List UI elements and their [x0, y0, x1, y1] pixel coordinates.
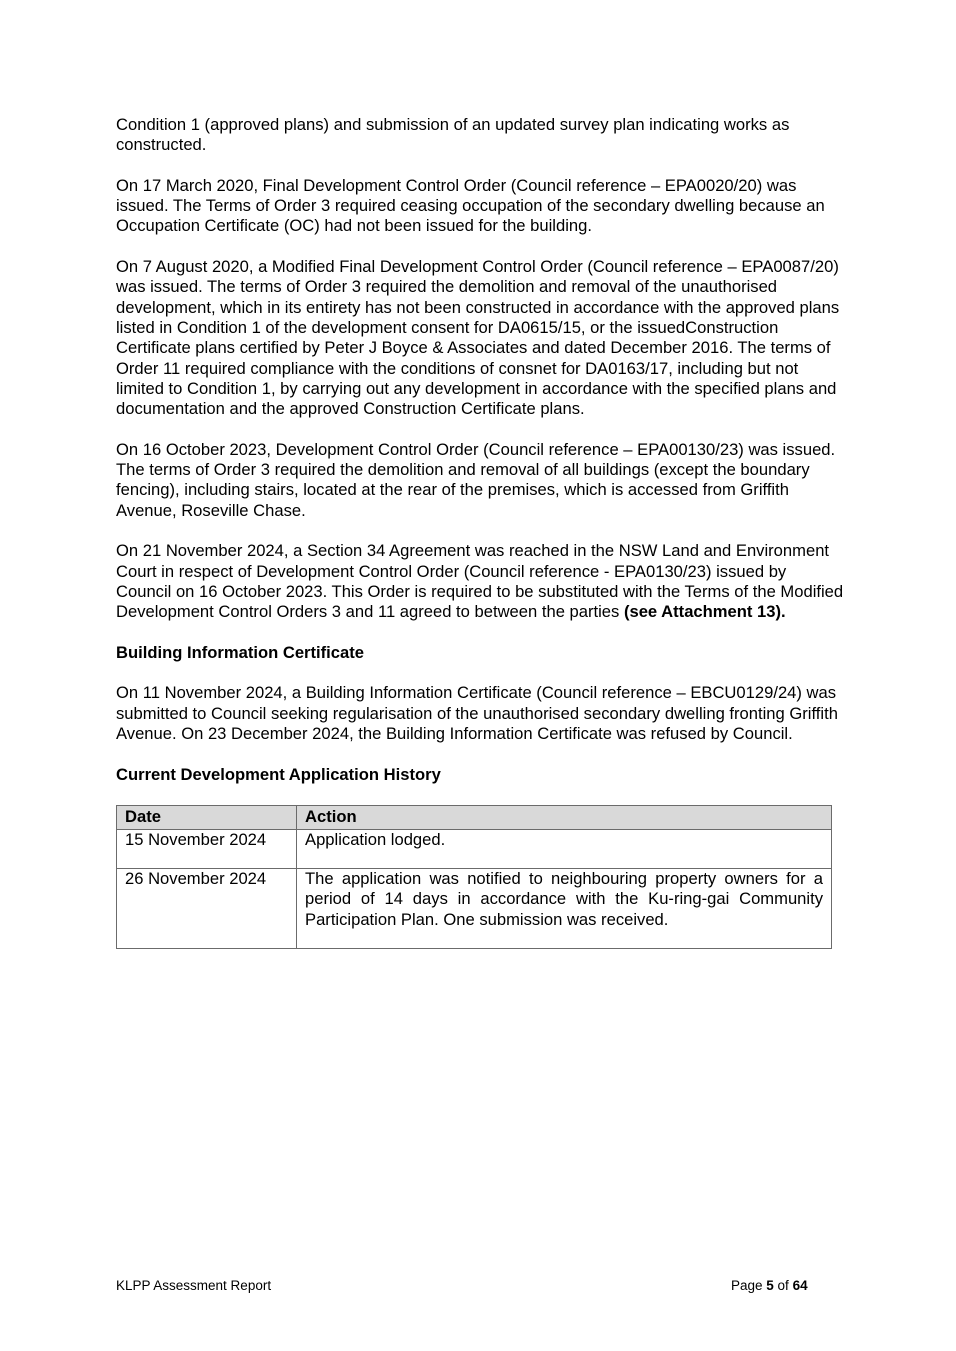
- footer-page-number: [731, 1278, 808, 1294]
- table-cell-date: 15 November 2024: [117, 830, 297, 869]
- table-cell-date: 26 November 2024: [117, 869, 297, 949]
- document-body: [116, 115, 846, 949]
- paragraph-october-2023-order: On 16 October 2023, Development Control Order (Council reference – EPA00130/23) was issued. The terms of Order 3 required the demolition and removal of all buildings (except the boundary fencing), including stairs, located at the rear of the premises, which is accessed from Griffith Avenue, Roseville Chase.: [116, 439, 836, 520]
- section-34-text: On 21 November 2024, a Section 34 Agreement was reached in the NSW Land and Environment Court in respect of Development Control Order (Council reference - EPA0130/23) issued by Council on 16 October 2023. This Order is required to be substituted with the Terms of the Modified Development Control Orders 3 and 11 agreed to between the parties: [116, 541, 844, 622]
- footer-report-title: KLPP Assessment Report: [116, 1278, 272, 1293]
- paragraph-condition-1: Condition 1 (approved plans) and submission of an updated survey plan indicating works as constructed.: [116, 115, 790, 155]
- attachment-reference: (see Attachment 13).: [623, 602, 786, 622]
- paragraph-building-information-certificate: On 11 November 2024, a Building Information Certificate (Council reference – EBCU0129/24) was submitted to Council seeking regularisation of the unauthorised secondary dwelling fronting Griffith Avenue. On 23 December 2024, the Building Information Certificate was refused by Council.: [116, 683, 838, 743]
- current-page: 5: [766, 1278, 774, 1293]
- column-header-date: Date: [117, 806, 297, 830]
- table-row: [117, 869, 832, 949]
- column-header-action: Action: [297, 806, 832, 830]
- paragraph-march-2020-order: On 17 March 2020, Final Development Control Order (Council reference – EPA0020/20) was issued. The Terms of Order 3 required ceasing occupation of the secondary dwelling because an Occupation Certificate (OC) had not been issued for the building.: [116, 175, 825, 236]
- total-pages: 64: [792, 1278, 808, 1293]
- table-header-row: [117, 806, 832, 830]
- page-prefix: Page: [731, 1278, 767, 1293]
- table-cell-action: Application lodged.: [297, 830, 832, 869]
- table-cell-action: The application was notified to neighbouring property owners for a period of 14 days in accordance with the Ku-ring-gai Community Participation Plan. One submission was received.: [297, 869, 832, 949]
- application-history-table: [116, 805, 832, 949]
- table-row: [117, 830, 832, 869]
- heading-application-history: Current Development Application History: [116, 764, 441, 784]
- paragraph-august-2020-order: On 7 August 2020, a Modified Final Development Control Order (Council reference – EPA0087/20) was issued. The terms of Order 3 required the demolition and removal of the unauthorised development, which in its entirety has not been constructed in accordance with the approved plans listed in Condition 1 of the development consent for DA0615/15, or the issuedConstruction Certificate plans certified by Peter J Boyce & Associates and dated December 2016. The terms of Order 11 required compliance with the conditions of consnet for DA0163/17, including but not limited to Condition 1, by carrying out any development in accordance with the specified plans and documentation and the approved Construction Certificate plans.: [116, 257, 840, 419]
- heading-building-information-certificate: Building Information Certificate: [116, 642, 364, 662]
- paragraph-section-34-agreement: [116, 541, 846, 622]
- page-of: of: [773, 1278, 793, 1293]
